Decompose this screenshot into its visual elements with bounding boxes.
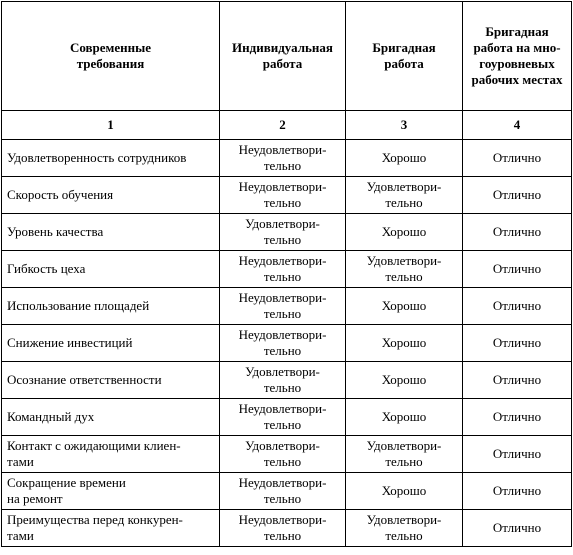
table-row — [2, 177, 572, 214]
table-row — [2, 288, 572, 325]
column-number: 2 — [220, 111, 346, 140]
individual-work-cell: Неудовлетвори- тельно — [220, 473, 346, 510]
table-row — [2, 140, 572, 177]
requirement-cell: Сокращение времени на ремонт — [2, 473, 220, 510]
individual-work-cell: Неудовлетвори- тельно — [220, 177, 346, 214]
individual-work-cell: Неудовлетвори- тельно — [220, 325, 346, 362]
multilevel-work-cell: Отлично — [463, 399, 572, 436]
team-work-cell: Хорошо — [346, 399, 463, 436]
multilevel-work-cell: Отлично — [463, 177, 572, 214]
header-cell-team-work: Бригадная работа — [346, 2, 463, 111]
requirement-cell: Контакт с ожидающими клиен- тами — [2, 436, 220, 473]
table-row — [2, 362, 572, 399]
comparison-table — [1, 1, 572, 547]
team-work-cell: Удовлетвори- тельно — [346, 510, 463, 547]
team-work-cell: Хорошо — [346, 325, 463, 362]
table-row — [2, 325, 572, 362]
requirement-cell: Командный дух — [2, 399, 220, 436]
requirement-cell: Снижение инвестиций — [2, 325, 220, 362]
header-cell-individual-work: Индивидуальная работа — [220, 2, 346, 111]
requirement-cell: Скорость обучения — [2, 177, 220, 214]
multilevel-work-cell: Отлично — [463, 251, 572, 288]
header-row — [2, 2, 572, 111]
multilevel-work-cell: Отлично — [463, 288, 572, 325]
individual-work-cell: Неудовлетвори- тельно — [220, 140, 346, 177]
multilevel-work-cell: Отлично — [463, 473, 572, 510]
requirement-cell: Использование площадей — [2, 288, 220, 325]
requirement-cell: Гибкость цеха — [2, 251, 220, 288]
requirement-cell: Осознание ответственности — [2, 362, 220, 399]
individual-work-cell: Удовлетвори- тельно — [220, 214, 346, 251]
requirement-cell: Уровень качества — [2, 214, 220, 251]
header-cell-requirements: Современные требования — [2, 2, 220, 111]
team-work-cell: Хорошо — [346, 362, 463, 399]
requirement-cell: Преимущества перед конкурен- тами — [2, 510, 220, 547]
column-number: 1 — [2, 111, 220, 140]
multilevel-work-cell: Отлично — [463, 362, 572, 399]
individual-work-cell: Неудовлетвори- тельно — [220, 288, 346, 325]
multilevel-work-cell: Отлично — [463, 325, 572, 362]
column-number: 4 — [463, 111, 572, 140]
table-row — [2, 251, 572, 288]
individual-work-cell: Неудовлетвори- тельно — [220, 251, 346, 288]
column-number: 3 — [346, 111, 463, 140]
multilevel-work-cell: Отлично — [463, 436, 572, 473]
multilevel-work-cell: Отлично — [463, 214, 572, 251]
team-work-cell: Удовлетвори- тельно — [346, 436, 463, 473]
individual-work-cell: Неудовлетвори- тельно — [220, 510, 346, 547]
individual-work-cell: Неудовлетвори- тельно — [220, 399, 346, 436]
team-work-cell: Хорошо — [346, 214, 463, 251]
multilevel-work-cell: Отлично — [463, 510, 572, 547]
team-work-cell: Удовлетвори- тельно — [346, 251, 463, 288]
team-work-cell: Хорошо — [346, 473, 463, 510]
table-row — [2, 436, 572, 473]
header-cell-multilevel-team-work: Бригадная работа на мно- гоуровневых рабочих местах — [463, 2, 572, 111]
table-row — [2, 399, 572, 436]
multilevel-work-cell: Отлично — [463, 140, 572, 177]
individual-work-cell: Удовлетвори- тельно — [220, 362, 346, 399]
team-work-cell: Удовлетвори- тельно — [346, 177, 463, 214]
requirement-cell: Удовлетворенность сотрудников — [2, 140, 220, 177]
team-work-cell: Хорошо — [346, 288, 463, 325]
table-row — [2, 510, 572, 547]
table-row — [2, 214, 572, 251]
individual-work-cell: Удовлетвори- тельно — [220, 436, 346, 473]
team-work-cell: Хорошо — [346, 140, 463, 177]
table-row — [2, 473, 572, 510]
column-number-row — [2, 111, 572, 140]
